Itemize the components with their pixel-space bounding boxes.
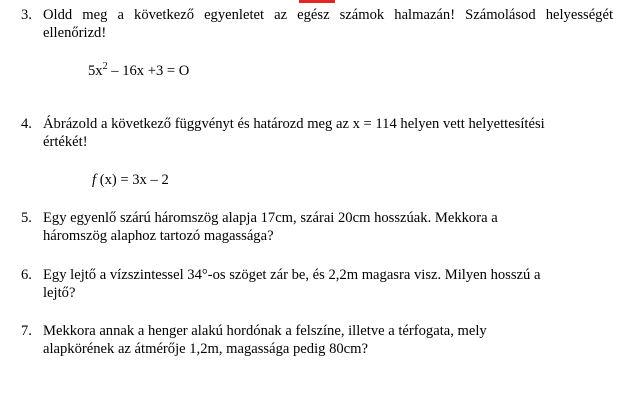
problem-text-line: Ábrázold a következő függvényt és határozd meg az x = 114 helyen vett helyettesítési bbox=[43, 116, 545, 132]
problem-text bbox=[43, 209, 613, 245]
problem-text bbox=[43, 322, 613, 358]
problem-text-line: lejtő? bbox=[43, 285, 76, 301]
problem-number: 5. bbox=[21, 210, 32, 226]
equation-lead: 5x bbox=[88, 63, 103, 79]
problem-text-line: Egy lejtő a vízszintessel 34°-os szöget zár be, és 2,2m magasra visz. Milyen hosszú a bbox=[43, 267, 541, 283]
function-argument: (x) bbox=[96, 172, 117, 188]
function-name: f bbox=[92, 172, 97, 188]
problem-text bbox=[43, 6, 613, 42]
function-definition bbox=[92, 171, 169, 189]
equation-exponent: 2 bbox=[102, 61, 108, 73]
problem-text bbox=[43, 115, 613, 151]
problem-text bbox=[43, 266, 613, 302]
problem-text-line: értékét! bbox=[43, 134, 88, 150]
equation-rest: – 16x +3 = O bbox=[107, 63, 190, 79]
red-marker bbox=[299, 0, 335, 3]
problem-text-line: ellenőrizd! bbox=[43, 25, 107, 41]
function-rest: = 3x – 2 bbox=[116, 172, 169, 188]
problem-text-line: alapkörének az átmérője 1,2m, magassága pedig 80cm? bbox=[43, 341, 368, 357]
problem-number: 4. bbox=[21, 116, 32, 132]
problem-number: 6. bbox=[21, 267, 32, 283]
equation bbox=[88, 62, 189, 80]
problem-text-line: Mekkora annak a henger alakú hordónak a felszíne, illetve a térfogata, mely bbox=[43, 323, 487, 339]
problem-text-line: háromszög alaphoz tartozó magassága? bbox=[43, 228, 274, 244]
problem-text-line: Egy egyenlő szárú háromszög alapja 17cm, szárai 20cm hosszúak. Mekkora a bbox=[43, 210, 498, 226]
problem-number: 7. bbox=[21, 323, 32, 339]
problem-number: 3. bbox=[21, 7, 32, 23]
problem-text-line: Oldd meg a következő egyenletet az egész számok halmazán! Számolásod helyességét bbox=[43, 7, 613, 23]
